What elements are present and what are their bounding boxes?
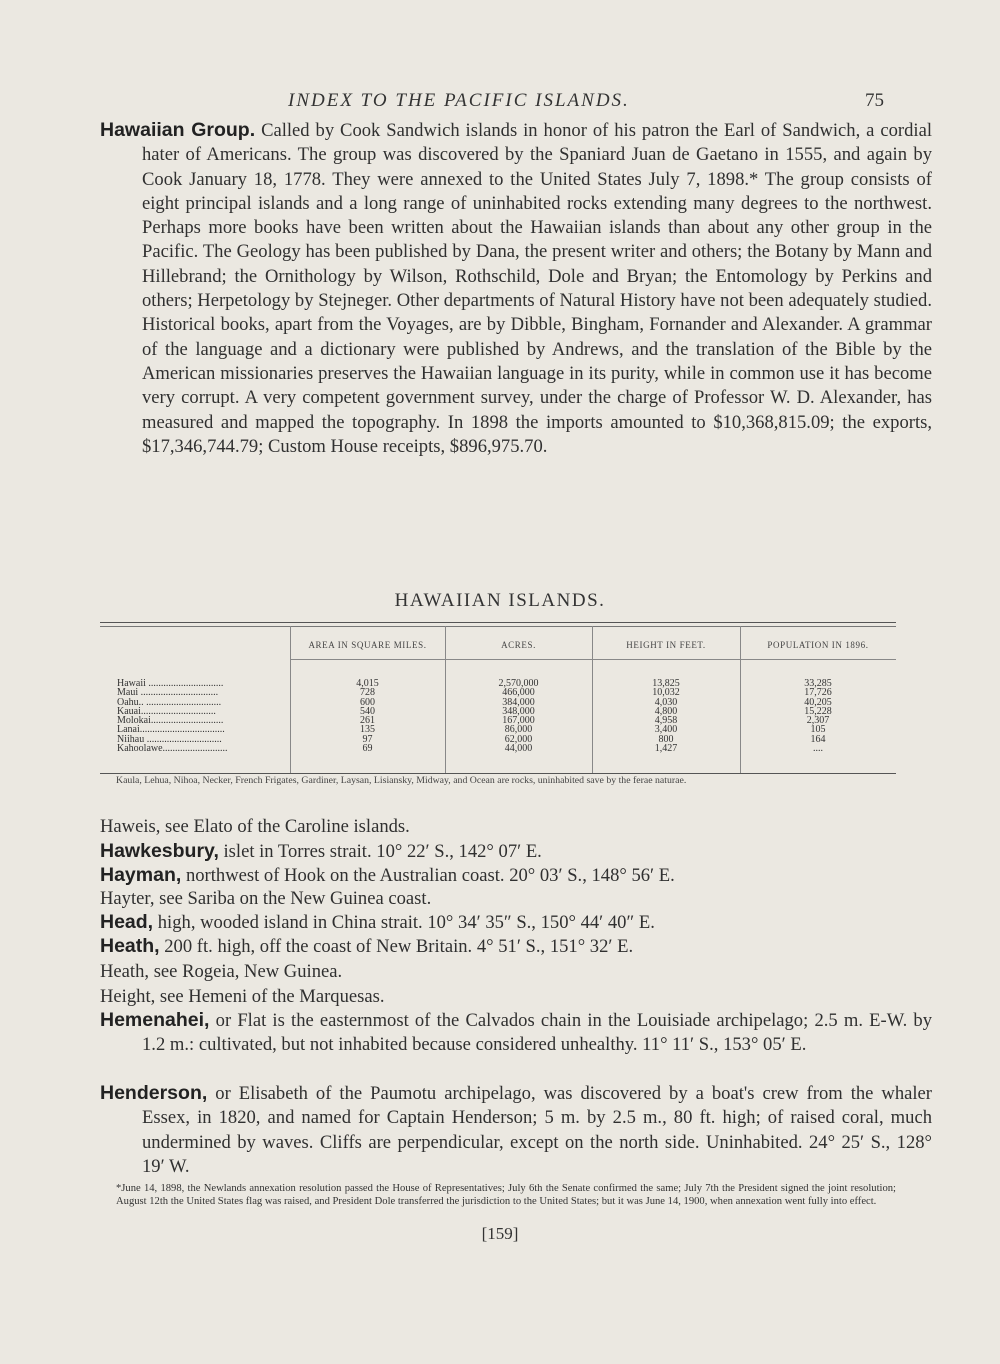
entry-text: Called by Cook Sandwich islands in honor of his patron the Earl of Sandwich, a cordial hater of Americans. The group was discovered by the Spaniard Juan de Gaetano in 1555, and again by Cook January 18, 1778. They were annexed to the United States July 7, 1898.* The group consists of eight principal islands and a long range of uninhabited rocks extending many degrees to the northwest. Perhaps more books have been written about the Hawaiian islands than about any other group in the Pacific. The Geology has been published by Dana, the present writer and others; the Botany by Mann and Hillebrand; the Ornithology by Wilson, Rothschild, Dole and Bryan; the Entomology by Perkins and others; Herpetology by Stejneger. Other departments of Natural History have not been adequately studied. Historical books, apart from the Voyages, are by Dibble, Bingham, Fornander and Alexander. A grammar of the language and a dictionary were published by Andrews, and the translation of the Bible by the American missionaries preserves the Hawaiian language in its purity, while in common use it has become very corrupt. A very competent government survey, under the charge of Professor W. D. Alexander, has measured and mapped the topography. In 1898 the imports amounted to $10,368,815.09; the exports, $17,346,744.79; Custom House receipts, $896,975.70. — [142, 120, 932, 457]
running-head — [0, 90, 1000, 116]
running-title: INDEX TO THE PACIFIC ISLANDS. — [288, 90, 630, 111]
page-number: 75 — [865, 90, 884, 111]
area-cell: 135 — [360, 724, 375, 736]
area-cell: 540 — [360, 705, 375, 717]
entry-hemenahei — [100, 1008, 932, 1058]
population-cell: 164 — [810, 733, 826, 745]
col-header-height: HEIGHT IN FEET. — [626, 640, 706, 650]
entry-henderson — [100, 1081, 932, 1179]
acres-cell: 44,000 — [504, 743, 533, 755]
population-cell: 15,228 — [804, 705, 832, 717]
population-cell: .... — [813, 743, 823, 755]
entry-height — [100, 984, 932, 1009]
entry-headword: Heath, — [100, 935, 160, 957]
acres-cell: 2,570,000 — [498, 678, 539, 689]
entry-hawaiian-group — [100, 118, 932, 459]
entry-headword: Hemenahei, — [100, 1009, 210, 1031]
table-note: Kaula, Lehua, Nihoa, Necker, French Frigates, Gardiner, Laysan, Lisiansky, Midway, and Ocean are rocks, uninhabited save by the ferae naturae. — [116, 775, 687, 786]
acres-column — [445, 679, 592, 773]
population-cell: 17,726 — [804, 687, 832, 699]
entry-hayter — [100, 886, 932, 911]
island-names-column — [117, 679, 297, 773]
entry-text: Haweis, see Elato of the Caroline islands. — [100, 816, 410, 837]
area-column — [290, 679, 445, 773]
height-cell: 3,400 — [654, 724, 678, 736]
population-column — [740, 679, 896, 773]
island-name: Kauai.............................. — [117, 706, 216, 717]
entry-text: Heath, see Rogeia, New Guinea. — [100, 961, 343, 982]
acres-cell: 466,000 — [502, 687, 535, 699]
table-caption: HAWAIIAN ISLANDS. — [394, 590, 606, 611]
height-cell: 10,032 — [652, 687, 680, 699]
island-name: Niihau .............................. — [117, 734, 222, 745]
entry-text: or Elisabeth of the Paumotu archipelago, was discovered by a boat's crew from the whaler Essex, in 1820, and named for Captain Henderson; 5 m. by 2.5 m., 80 ft. high; of raised coral, much undermined by waves. Cliffs are perpendicular, except on the north side. Uninhabited. 24° 25′ S., 128° 19′ W. — [142, 1083, 932, 1177]
population-cell: 33,285 — [804, 678, 832, 689]
entry-head — [100, 910, 932, 935]
island-name: Maui ............................... — [117, 688, 219, 698]
entry-hayman — [100, 863, 932, 888]
height-cell: 4,800 — [654, 705, 678, 717]
signature-mark: [159] — [481, 1224, 519, 1243]
area-cell: 261 — [360, 715, 375, 727]
acres-cell: 86,000 — [504, 724, 533, 736]
entry-text: 200 ft. high, off the coast of New Britain. 4° 51′ S., 151° 32′ E. — [159, 936, 634, 957]
island-name: Kahoolawe.......................... — [117, 744, 228, 754]
area-cell: 69 — [362, 743, 373, 755]
island-name: Hawaii .............................. — [117, 679, 224, 689]
island-name: Lanai.................................. — [117, 725, 225, 735]
area-cell: 600 — [360, 696, 375, 708]
height-column — [592, 679, 740, 773]
entry-headword: Hawkesbury, — [100, 840, 219, 862]
col-header-acres: ACRES. — [501, 640, 536, 650]
height-cell: 13,825 — [652, 678, 680, 689]
island-name: Oahu.. .............................. — [117, 697, 222, 707]
population-cell: 105 — [810, 724, 826, 736]
entry-text: Hayter, see Sariba on the New Guinea coast. — [100, 888, 432, 909]
population-cell: 2,307 — [806, 715, 830, 727]
islands-table — [100, 622, 896, 774]
acres-cell: 348,000 — [502, 705, 535, 717]
entry-text: high, wooded island in China strait. 10° 34′ 35″ S., 150° 44′ 40″ E. — [153, 912, 655, 933]
acres-cell: 167,000 — [502, 715, 535, 727]
entry-headword: Henderson, — [100, 1082, 208, 1104]
entry-headword: Head, — [100, 911, 154, 933]
height-cell: 1,427 — [654, 743, 678, 755]
entry-text: or Flat is the easternmost of the Calvados chain in the Louisiade archipelago; 2.5 m. E-W. by 1.2 m.: cultivated, but not inhabited because considered unhealthy. 11° 11′ S., 153° 05′ E. — [142, 1010, 932, 1056]
col-header-area: AREA IN SQUARE MILES. — [308, 640, 427, 650]
acres-cell: 384,000 — [502, 696, 535, 708]
footnote: *June 14, 1898, the Newlands annexation resolution passed the House of Representatives; July 6th the Senate confirmed the same; July 7th the President signed the joint resolution; August 12th the United States flag was raised, and President Dole transferred the jurisdiction to the United States; but it was June 14, 1900, when annexation went fully into effect. — [116, 1183, 896, 1208]
entry-text: islet in Torres strait. 10° 22′ S., 142° 07′ E. — [218, 841, 542, 862]
entry-hawkesbury — [100, 839, 932, 864]
height-cell: 4,958 — [654, 715, 678, 727]
population-cell: 40,205 — [804, 696, 832, 708]
height-cell: 800 — [658, 733, 674, 745]
col-header-population: POPULATION IN 1896. — [767, 640, 869, 650]
entry-headword: Hawaiian Group. — [100, 119, 256, 141]
area-cell: 97 — [362, 733, 373, 745]
entry-text: northwest of Hook on the Australian coast. 20° 03′ S., 148° 56′ E. — [181, 865, 675, 886]
area-cell: 728 — [360, 687, 375, 699]
island-name: Molokai............................. — [117, 716, 224, 726]
area-cell: 4,015 — [356, 678, 379, 689]
entry-text: Height, see Hemeni of the Marquesas. — [100, 986, 385, 1007]
acres-cell: 62,000 — [504, 733, 533, 745]
height-cell: 4,030 — [654, 696, 678, 708]
entry-headword: Hayman, — [100, 864, 182, 886]
entry-haweis — [100, 814, 932, 839]
entry-heath — [100, 934, 932, 959]
entry-heath-rogeia — [100, 959, 932, 984]
